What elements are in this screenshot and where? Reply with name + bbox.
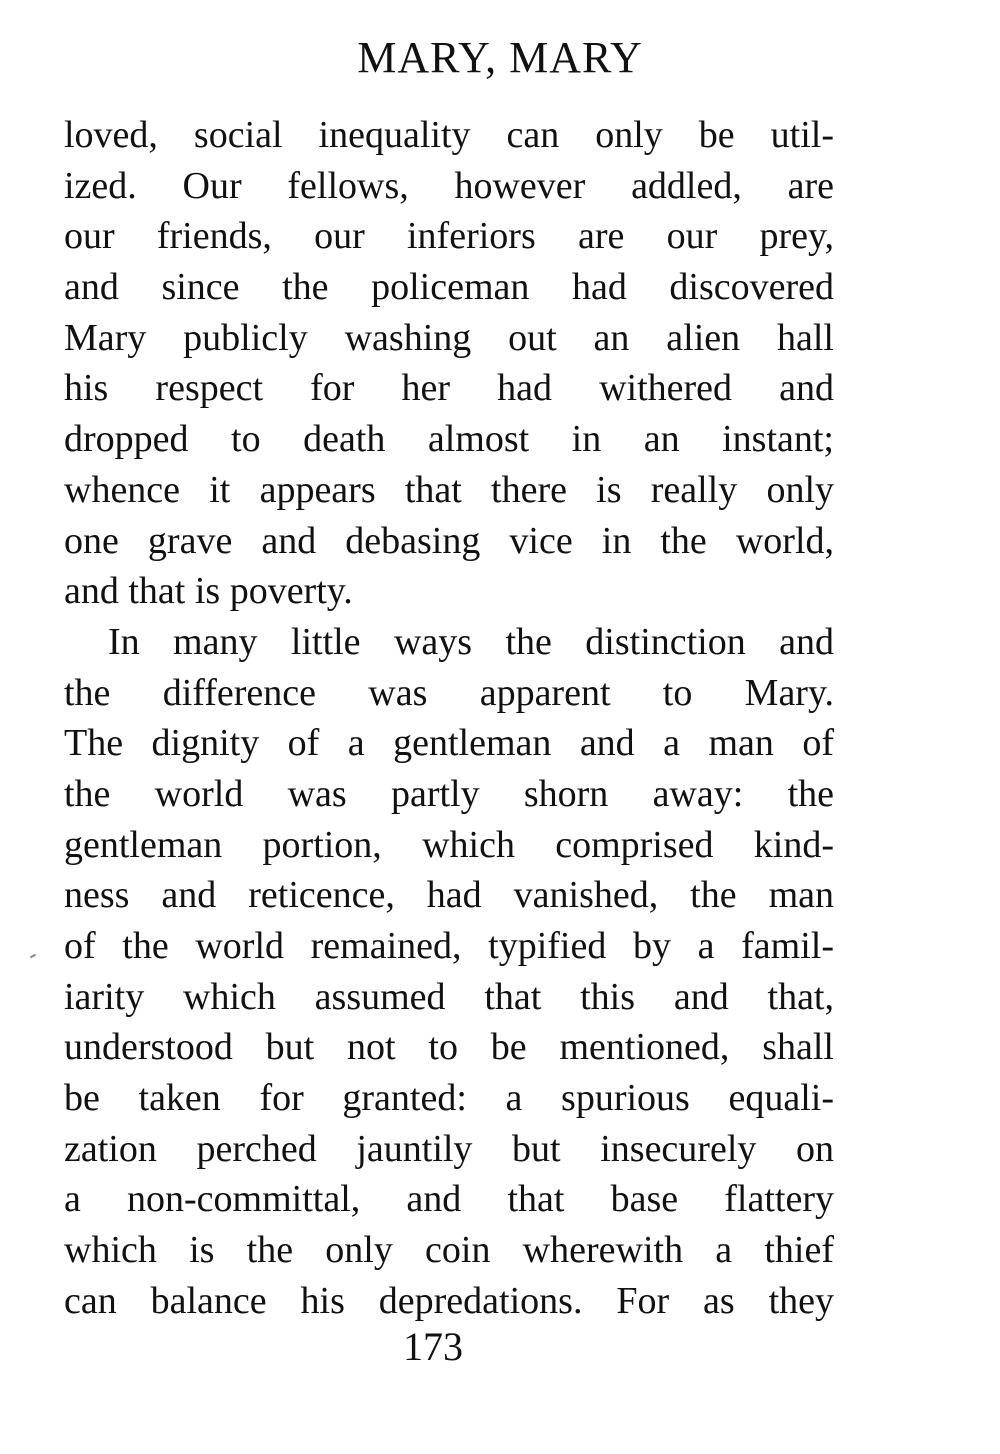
text-line: can balance his depredations. For as they <box>64 1279 834 1322</box>
text-line: and that is poverty. <box>64 570 353 613</box>
page-number: 173 <box>403 1324 463 1369</box>
text-line: zation perched jauntily but insecurely on <box>64 1127 834 1170</box>
text-line: which is the only coin wherewith a thief <box>64 1229 834 1272</box>
text-line: our friends, our inferiors are our prey, <box>64 215 834 258</box>
text-line: gentleman portion, which comprised kind- <box>64 823 834 866</box>
text-line: the difference was apparent to Mary. <box>64 671 834 714</box>
text-line: of the world remained, typified by a famil- <box>64 925 834 967</box>
text-line: whence it appears that there is really only <box>64 468 834 511</box>
text-line: ized. Our fellows, however addled, are <box>64 164 834 207</box>
text-line: be taken for granted: a spurious equali- <box>64 1077 834 1120</box>
running-head: MARY, MARY <box>357 33 643 82</box>
text-line: Mary publicly washing out an alien hall <box>64 316 834 359</box>
text-line: loved, social inequality can only be util- <box>64 114 834 156</box>
text-line: a non-committal, and that base flattery <box>64 1178 834 1221</box>
body-text <box>64 110 834 1327</box>
text-line: iarity which assumed that this and that, <box>64 975 834 1018</box>
text-line: dropped to death almost in an instant; <box>64 418 834 461</box>
ink-speck <box>30 954 36 959</box>
text-line: understood but not to be mentioned, shall <box>64 1026 834 1069</box>
text-line: ness and reticence, had vanished, the man <box>64 874 834 917</box>
text-line: one grave and debasing vice in the world, <box>64 519 834 562</box>
text-line: In many little ways the distinction and <box>108 620 834 663</box>
text-line: The dignity of a gentleman and a man of <box>64 722 834 765</box>
text-line: the world was partly shorn away: the <box>64 772 834 815</box>
text-line: and since the policeman had discovered <box>64 266 834 309</box>
text-line: his respect for her had withered and <box>64 367 834 410</box>
